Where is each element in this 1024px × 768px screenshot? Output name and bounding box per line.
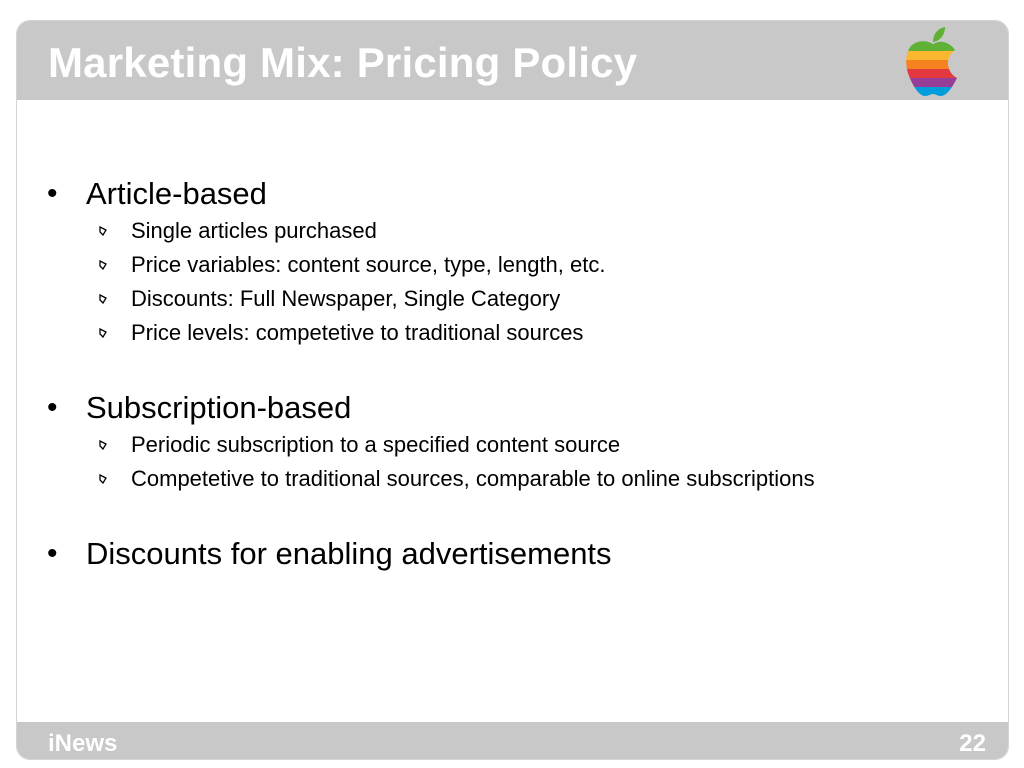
section-heading: Subscription-based xyxy=(86,390,352,425)
sub-bullet-icon xyxy=(99,474,107,484)
sub-bullet-icon xyxy=(99,440,107,450)
section-subscription-based xyxy=(17,388,1008,496)
sub-bullet-icon xyxy=(99,226,107,236)
list-item xyxy=(17,316,1008,350)
list-item xyxy=(17,462,1008,496)
page-number: 22 xyxy=(959,730,986,757)
footer-bar xyxy=(17,722,1008,760)
footer-brand: iNews xyxy=(48,730,118,757)
list-item xyxy=(17,534,1008,574)
sub-bullet-icon xyxy=(99,260,107,270)
slide-content xyxy=(17,100,1008,720)
list-item xyxy=(17,428,1008,462)
apple-rainbow-logo-icon xyxy=(903,26,963,100)
list-item xyxy=(17,174,1008,214)
list-item xyxy=(17,388,1008,428)
sub-item-text: Periodic subscription to a specified content source xyxy=(131,432,621,457)
section-discounts xyxy=(17,534,1008,574)
sub-item-text: Price levels: competetive to traditional sources xyxy=(131,320,584,345)
sub-bullet-icon xyxy=(99,328,107,338)
section-article-based xyxy=(17,174,1008,350)
sub-item-text: Discounts: Full Newspaper, Single Category xyxy=(131,286,561,311)
list-item xyxy=(17,248,1008,282)
bullet-dot: • xyxy=(47,537,58,570)
title-bar xyxy=(17,21,1008,100)
sub-bullet-icon xyxy=(99,294,107,304)
list-item xyxy=(17,282,1008,316)
sub-item-text: Price variables: content source, type, length, etc. xyxy=(131,252,606,277)
bullet-dot: • xyxy=(47,177,58,210)
bullet-dot: • xyxy=(47,391,58,424)
section-heading: Article-based xyxy=(86,176,267,211)
sub-item-text: Single articles purchased xyxy=(131,218,377,243)
slide xyxy=(16,20,1009,760)
list-item xyxy=(17,214,1008,248)
slide-title: Marketing Mix: Pricing Policy xyxy=(48,39,638,86)
section-heading: Discounts for enabling advertisements xyxy=(86,536,612,571)
sub-item-text: Competetive to traditional sources, comparable to online subscriptions xyxy=(131,466,815,491)
